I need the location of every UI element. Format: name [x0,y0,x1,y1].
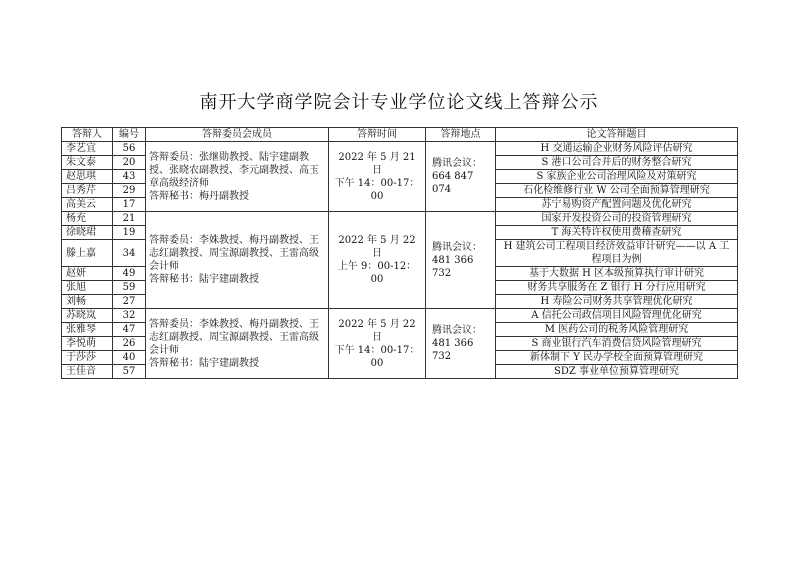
thesis-topic: 石化检维修行业 W 公司全面预算管理研究 [496,184,738,198]
header-time: 答辩时间 [329,128,426,142]
thesis-topic: H 建筑公司工程项目经济效益审计研究——以 A 工程项目为例 [496,240,738,267]
student-name: 赵思琪 [62,170,113,184]
thesis-topic: 财务共享服务在 Z 银行 H 分行应用研究 [496,281,738,295]
thesis-topic: A 信托公司政信项目风险管理优化研究 [496,309,738,323]
meeting-label: 腾讯会议： [432,241,482,253]
student-number: 21 [113,212,146,226]
student-name: 张旭 [62,281,113,295]
student-name: 苏晓岚 [62,309,113,323]
table-row [62,212,738,226]
student-number: 59 [113,281,146,295]
student-name: 李艺宜 [62,142,113,156]
header-committee: 答辩委员会成员 [146,128,329,142]
header-topic: 论文答辩题目 [496,128,738,142]
table-row [62,309,738,323]
defense-slot: 上午 9：00-12：00 [337,261,417,285]
table-row [62,142,738,156]
committee-members: 答辩委员：李姝教授、梅丹副教授、王志红副教授、周宝源副教授、王雷高级会计师 [149,235,319,272]
student-name: 刘畅 [62,295,113,309]
thesis-topic: S 家族企业公司治理风险及对策研究 [496,170,738,184]
student-name: 吕秀芹 [62,184,113,198]
committee-members: 答辩委员：李姝教授、梅丹副教授、王志红副教授、周宝源副教授、王雷高级会计师 [149,318,319,356]
student-number: 29 [113,184,146,198]
committee-secretary: 答辩秘书：陆宇建副教授 [149,274,259,285]
student-name: 李悦萌 [62,337,113,351]
student-name: 杨充 [62,212,113,226]
meeting-id: 481 366 732 [432,254,474,279]
thesis-topic: H 交通运输企业财务风险评估研究 [496,142,738,156]
thesis-topic: 国家开发投资公司的投资管理研究 [496,212,738,226]
student-number: 26 [113,337,146,351]
place-cell [426,212,496,309]
student-number: 57 [113,365,146,379]
thesis-topic: S 港口公司合并后的财务整合研究 [496,156,738,170]
meeting-id: 664 847 074 [432,171,474,195]
header-place: 答辩地点 [426,128,496,142]
defense-date: 2022 年 5 月 21 日 [338,151,416,176]
student-number: 34 [113,240,146,267]
committee-members: 答辩委员：张继勋教授、陆宇建副教授、张晓农副教授、李元副教授、高玉章高级经济师 [149,151,319,189]
committee-cell [146,309,329,379]
student-number: 17 [113,198,146,212]
header-number: 编号 [113,128,146,142]
thesis-topic: H 寿险公司财务共享管理优化研究 [496,295,738,309]
meeting-label: 腾讯会议： [432,325,482,336]
student-name: 徐晓珺 [62,226,113,240]
thesis-topic: M 医药公司的税务风险管理研究 [496,323,738,337]
committee-cell [146,212,329,309]
thesis-topic: T 海关特许权使用费稽查研究 [496,226,738,240]
student-name: 王佳音 [62,365,113,379]
thesis-topic: 苏宁易购资产配置问题及优化研究 [496,198,738,212]
student-name: 于莎莎 [62,351,113,365]
defense-slot: 下午 14：00-17：00 [334,177,420,202]
meeting-label: 腾讯会议： [432,158,482,169]
student-number: 47 [113,323,146,337]
student-name: 张雅琴 [62,323,113,337]
student-number: 27 [113,295,146,309]
student-number: 43 [113,170,146,184]
student-name: 赵妍 [62,267,113,281]
student-number: 20 [113,156,146,170]
defense-date: 2022 年 5 月 22 日 [338,235,416,259]
place-cell [426,142,496,212]
defense-date: 2022 年 5 月 22 日 [338,318,416,343]
student-number: 32 [113,309,146,323]
time-cell [329,309,426,379]
student-name: 高美云 [62,198,113,212]
defense-slot: 下午 14：00-17：00 [334,344,420,369]
thesis-topic: 基于大数据 H 区本级预算执行审计研究 [496,267,738,281]
student-name: 滕上嘉 [62,240,113,267]
thesis-topic: S 商业银行汽车消费信贷风险管理研究 [496,337,738,351]
page-title: 南开大学商学院会计专业学位论文线上答辩公示 [199,92,599,113]
student-number: 56 [113,142,146,156]
time-cell [329,142,426,212]
student-number: 40 [113,351,146,365]
place-cell [426,309,496,379]
header-student: 答辩人 [62,128,113,142]
thesis-topic: 新体制下 Y 民办学校全面预算管理研究 [496,351,738,365]
committee-cell [146,142,329,212]
time-cell [329,212,426,309]
student-number: 49 [113,267,146,281]
thesis-topic: SDZ 事业单位预算管理研究 [496,365,738,379]
table-header-row [62,128,738,142]
meeting-id: 481 366 732 [432,338,474,362]
defense-schedule-table [61,127,738,379]
committee-secretary: 答辩秘书：陆宇建副教授 [149,357,259,369]
student-name: 朱文泰 [62,156,113,170]
student-number: 19 [113,226,146,240]
committee-secretary: 答辩秘书：梅丹副教授 [149,190,249,202]
